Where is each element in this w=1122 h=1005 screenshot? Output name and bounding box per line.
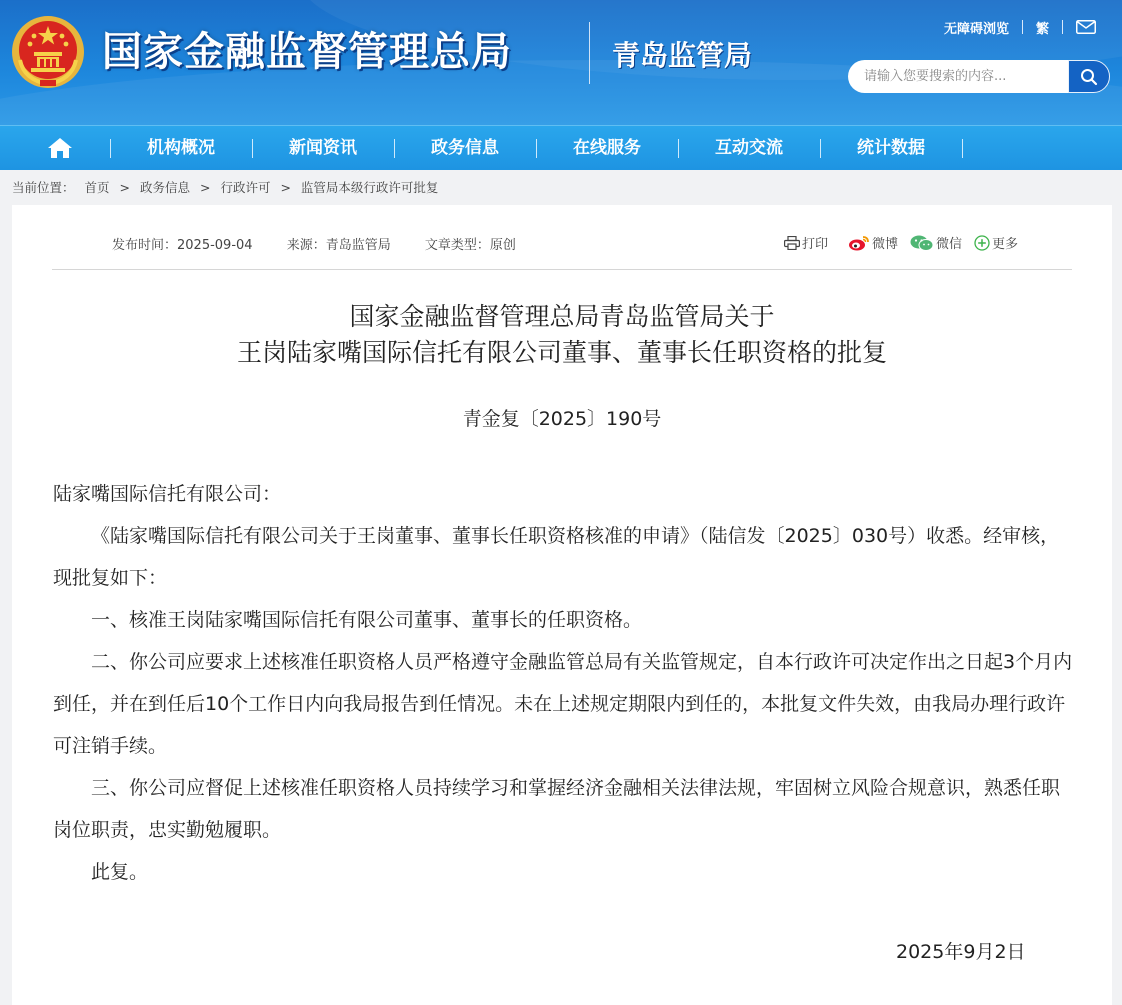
- breadcrumb: [12, 178, 444, 196]
- article-type: 文章类型：原创: [424, 238, 516, 253]
- nav-item-online-service[interactable]: 在线服务: [573, 138, 641, 158]
- breadcrumb-current[interactable]: 监管局本级行政许可批复: [300, 180, 439, 195]
- branch-name: 青岛监管局: [612, 39, 753, 72]
- document-body: [53, 473, 1073, 893]
- search-box: [848, 60, 1110, 93]
- article-source: 来源：青岛监管局: [286, 238, 391, 253]
- more-label: 更多: [992, 237, 1019, 252]
- traditional-chinese-link[interactable]: 繁: [1035, 21, 1049, 37]
- document-title-line1: 国家金融监督管理总局青岛监管局关于: [349, 302, 775, 331]
- body-paragraph: 三、你公司应督促上述核准任职资格人员持续学习和掌握经济金融相关法律法规，牢固树立风险合规意识，熟悉任职岗位职责，忠实勤勉履职。: [53, 777, 1061, 841]
- title-divider: [589, 22, 590, 84]
- nav-item-about[interactable]: 机构概况: [147, 138, 215, 158]
- weibo-share-button[interactable]: [848, 233, 898, 252]
- body-paragraph: 《陆家嘴国际信托有限公司关于王岗董事、董事长任职资格核准的申请》（陆信发〔2025〕030号）收悉。经审核，现批复如下：: [53, 525, 1060, 589]
- breadcrumb-separator: >: [119, 180, 130, 195]
- mail-icon[interactable]: [1076, 20, 1096, 34]
- nav-item-news[interactable]: 新闻资讯: [289, 138, 357, 158]
- main-nav: [0, 125, 1122, 170]
- nav-home[interactable]: [36, 126, 84, 170]
- top-links: [944, 16, 1096, 38]
- breadcrumb-label: 当前位置：: [12, 180, 75, 195]
- site-title: 国家金融监督管理总局: [102, 29, 512, 75]
- breadcrumb-license[interactable]: 行政许可: [220, 180, 271, 195]
- printer-icon: [784, 236, 800, 250]
- search-input[interactable]: [848, 60, 1068, 93]
- national-emblem-icon: [10, 14, 86, 90]
- search-button[interactable]: [1068, 60, 1110, 93]
- breadcrumb-government[interactable]: 政务信息: [139, 180, 190, 195]
- meta-divider: [52, 269, 1072, 270]
- more-share-button[interactable]: [974, 233, 1018, 252]
- article-panel: [12, 205, 1112, 1005]
- link-separator: [1022, 20, 1023, 34]
- article-meta: [112, 234, 546, 253]
- publish-time: 发布时间：2025-09-04: [112, 238, 253, 253]
- breadcrumb-home[interactable]: 首页: [84, 180, 110, 195]
- print-button[interactable]: [784, 233, 828, 252]
- nav-item-interaction[interactable]: 互动交流: [715, 138, 783, 158]
- plus-circle-icon: [974, 235, 990, 251]
- breadcrumb-separator: >: [199, 180, 211, 195]
- body-paragraph: 一、核准王岗陆家嘴国际信托有限公司董事、董事长的任职资格。: [91, 609, 643, 631]
- nav-separator: [962, 139, 963, 158]
- site-header: [0, 0, 1122, 125]
- document-title-line2: 王岗陆家嘴国际信托有限公司董事、董事长任职资格的批复: [236, 338, 887, 367]
- home-icon: [47, 137, 73, 159]
- addressee: 陆家嘴国际信托有限公司：: [53, 483, 282, 505]
- share-bar: [784, 233, 1030, 252]
- weibo-label: 微博: [872, 237, 899, 252]
- print-label: 打印: [802, 237, 829, 252]
- wechat-icon: [910, 235, 934, 251]
- search-icon: [1080, 68, 1098, 86]
- wechat-share-button[interactable]: [910, 233, 962, 252]
- link-separator: [1062, 20, 1063, 34]
- accessible-browse-link[interactable]: 无障碍浏览: [943, 21, 1009, 37]
- wechat-label: 微信: [936, 237, 963, 252]
- weibo-icon: [848, 235, 870, 251]
- document-number: 青金复〔2025〕190号: [462, 408, 662, 430]
- closing: 此复。: [91, 861, 149, 883]
- breadcrumb-separator: >: [280, 180, 291, 195]
- body-paragraph: 二、你公司应要求上述核准任职资格人员严格遵守金融监管总局有关监管规定，自本行政许可决定作出之日起3个月内到任，并在到任后10个工作日内向我局报告到任情况。未在上述规定期限内到任的，本批复文件失效，由我局办理行政许可注销手续。: [53, 651, 1073, 757]
- nav-item-statistics[interactable]: 统计数据: [857, 138, 925, 158]
- document-date: 2025年9月2日: [896, 941, 1026, 963]
- nav-item-government[interactable]: 政务信息: [431, 138, 499, 158]
